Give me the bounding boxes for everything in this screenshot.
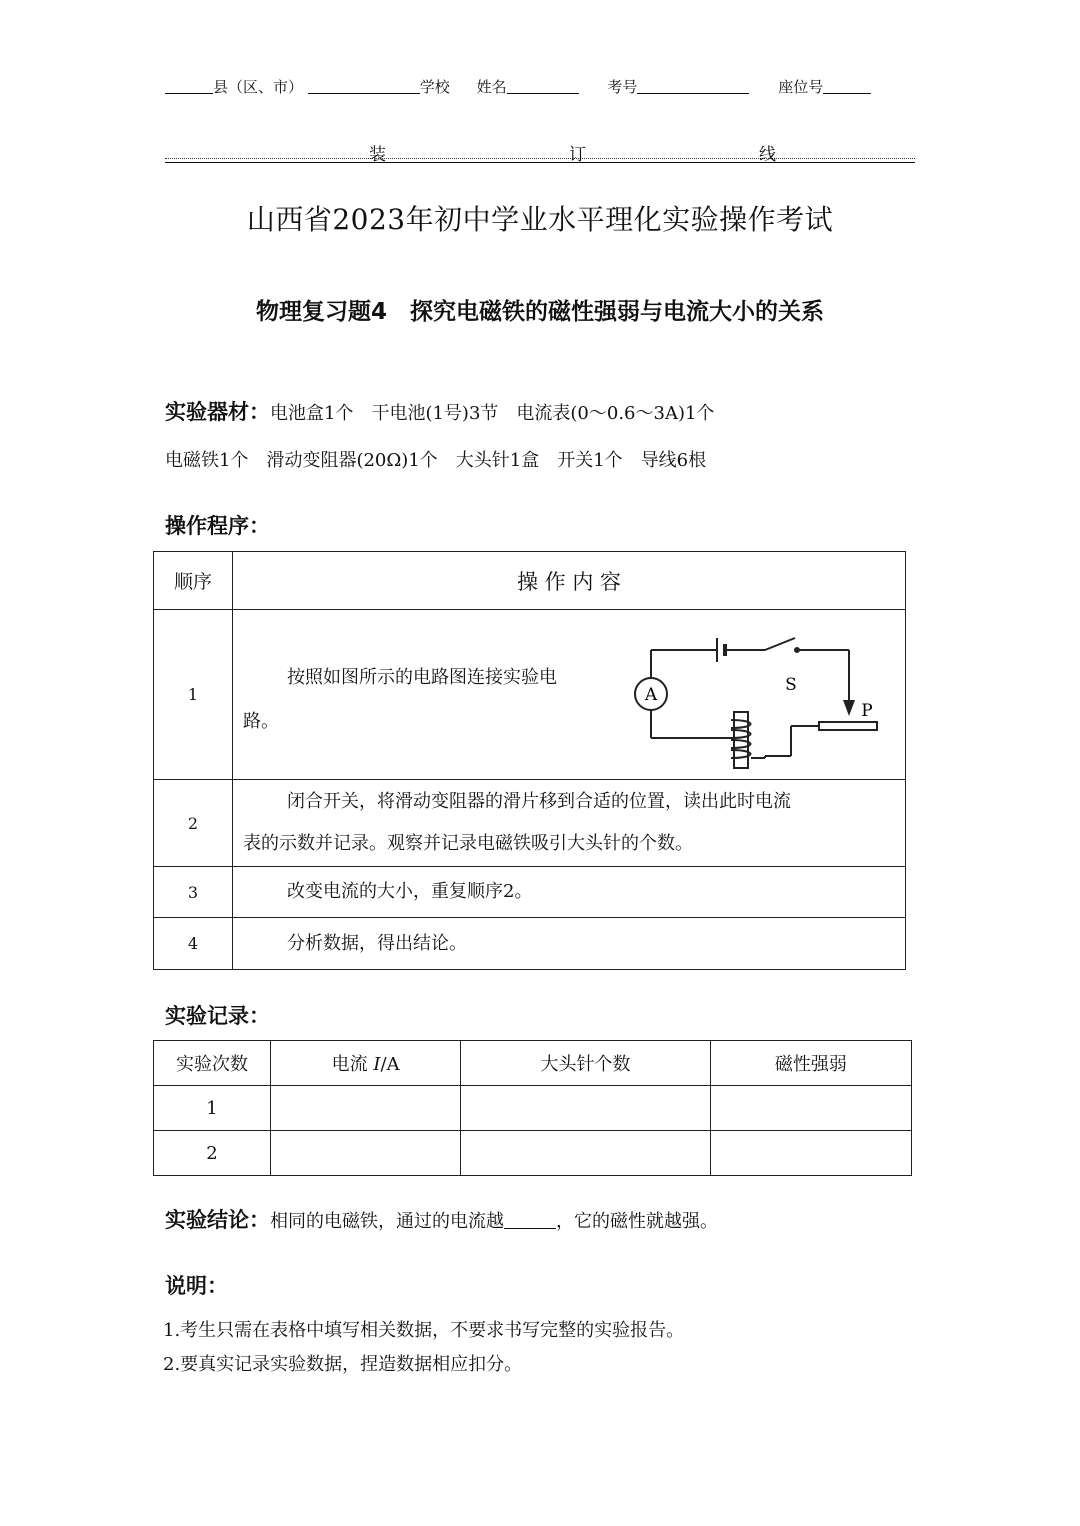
row-3-content xyxy=(233,867,906,918)
name-label: 姓名 xyxy=(476,78,507,96)
county-blank[interactable] xyxy=(165,79,213,94)
row-4-num: 4 xyxy=(154,918,233,970)
procedure-table xyxy=(153,551,906,970)
record-label: 实验记录： xyxy=(165,1004,270,1028)
conclusion-line xyxy=(165,1204,718,1234)
circuit-diagram xyxy=(631,630,901,770)
county-name-blank[interactable] xyxy=(308,79,420,94)
row-3-text: 改变电流的大小，重复顺序2。 xyxy=(287,881,533,902)
record-header-row xyxy=(154,1041,912,1086)
binding-char-3: 线 xyxy=(759,145,776,165)
header-current xyxy=(271,1041,461,1086)
materials-line-2: 电磁铁1个 滑动变阻器(20Ω)1个 大头针1盒 开关1个 导线6根 xyxy=(165,450,707,471)
switch-blade xyxy=(765,638,795,650)
notes-label: 说明： xyxy=(165,1274,228,1298)
record-row-2-num: 2 xyxy=(154,1131,271,1176)
record-row-2-strength[interactable] xyxy=(710,1131,911,1176)
record-row-1-pins[interactable] xyxy=(461,1086,710,1131)
binding-line xyxy=(165,140,915,164)
header-current-text: 电流 xyxy=(331,1054,374,1075)
conclusion-text-b: ，它的磁性就越强。 xyxy=(556,1211,718,1232)
row-2-text-a: 闭合开关，将滑动变阻器的滑片移到合适的位置，读出此时电流 xyxy=(287,791,791,812)
conclusion-blank[interactable] xyxy=(504,1214,556,1229)
record-row-2 xyxy=(154,1131,912,1176)
record-row-1-current[interactable] xyxy=(271,1086,461,1131)
procedure-header-row xyxy=(154,552,906,610)
page-subtitle: 物理复习题4 探究电磁铁的磁性强弱与电流大小的关系 xyxy=(255,299,824,325)
seat-no-label: 座位号 xyxy=(778,78,824,96)
record-row-1 xyxy=(154,1086,912,1131)
switch-label: S xyxy=(785,675,797,695)
slider-label: P xyxy=(861,701,873,721)
header-pins: 大头针个数 xyxy=(461,1041,710,1086)
student-info-line xyxy=(165,76,885,97)
procedure-row-1 xyxy=(154,610,906,780)
dotted-line xyxy=(165,158,915,159)
record-row-2-current[interactable] xyxy=(271,1131,461,1176)
record-table xyxy=(153,1040,912,1176)
record-row-1-num: 1 xyxy=(154,1086,271,1131)
row-4-text: 分析数据，得出结论。 xyxy=(287,932,467,954)
conclusion-text-a: 相同的电磁铁，通过的电流越 xyxy=(270,1211,504,1232)
ammeter-label: A xyxy=(644,685,658,705)
header-strength: 磁性强弱 xyxy=(710,1041,911,1086)
header-current-symbol: I xyxy=(373,1054,381,1075)
materials-text-1: 电池盒1个 干电池(1号)3节 电流表(0～0.6～3A)1个 xyxy=(270,403,715,424)
binding-char-2: 订 xyxy=(569,145,586,165)
seat-no-blank[interactable] xyxy=(823,79,871,94)
header-current-unit: /A xyxy=(380,1054,400,1075)
binding-char-1: 装 xyxy=(369,145,386,165)
conclusion-label: 实验结论： xyxy=(165,1208,270,1232)
row-2-text-b: 表的示数并记录。观察并记录电磁铁吸引大头针的个数。 xyxy=(243,833,693,854)
slider-arrow xyxy=(843,700,855,716)
row-1-text-b: 路。 xyxy=(243,711,279,732)
school-label: 学校 xyxy=(419,78,450,96)
record-row-2-pins[interactable] xyxy=(461,1131,710,1176)
solid-line xyxy=(165,162,915,163)
exam-no-blank[interactable] xyxy=(637,79,749,94)
row-1-text-a: 按照如图所示的电路图连接实验电 xyxy=(287,667,557,688)
procedure-label: 操作程序： xyxy=(165,514,270,538)
note-item-1: 1.考生只需在表格中填写相关数据，不要求书写完整的实验报告。 xyxy=(163,1320,685,1341)
header-trial: 实验次数 xyxy=(154,1041,271,1086)
procedure-row-3 xyxy=(154,867,906,918)
row-3-num: 3 xyxy=(154,867,233,918)
row-1-content xyxy=(233,610,906,780)
row-4-content xyxy=(233,918,906,970)
procedure-row-2 xyxy=(154,780,906,867)
rheostat-body xyxy=(819,722,877,730)
materials-line-1 xyxy=(165,396,714,426)
county-label: 县（区、市） xyxy=(213,78,304,96)
record-row-1-strength[interactable] xyxy=(710,1086,911,1131)
row-1-num: 1 xyxy=(154,610,233,780)
row-2-content xyxy=(233,780,906,867)
header-order: 顺序 xyxy=(154,552,233,610)
header-content: 操 作 内 容 xyxy=(233,552,906,610)
row-2-num: 2 xyxy=(154,780,233,867)
name-blank[interactable] xyxy=(507,79,579,94)
materials-label: 实验器材： xyxy=(165,400,270,424)
procedure-row-4 xyxy=(154,918,906,970)
note-item-2: 2.要真实记录实验数据，捏造数据相应扣分。 xyxy=(163,1354,523,1375)
exam-no-label: 考号 xyxy=(607,78,638,96)
page-title: 山西省2023年初中学业水平理化实验操作考试 xyxy=(246,203,834,236)
